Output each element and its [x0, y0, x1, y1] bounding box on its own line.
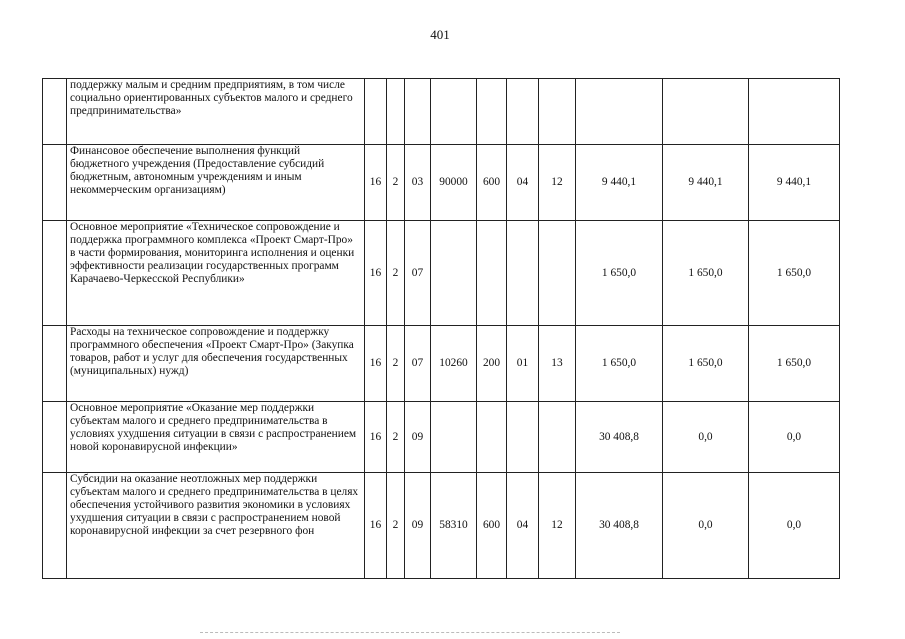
row-index-cell: [43, 221, 67, 326]
amount-cell: [663, 79, 749, 145]
code-cell: [431, 221, 477, 326]
code-cell: [507, 79, 539, 145]
row-name-cell: Финансовое обеспечение выполнения функций бюджетного учреждения (Предоставление субсидий бюджетным, автономным учреждениям и иным некоммерческим организациям): [67, 145, 365, 221]
code-cell: [387, 79, 405, 145]
code-cell: 58310: [431, 473, 477, 579]
code-cell: 10260: [431, 326, 477, 402]
table-row: [43, 402, 840, 473]
amount-cell: 1 650,0: [576, 326, 663, 402]
code-cell: 16: [365, 221, 387, 326]
code-cell: 16: [365, 473, 387, 579]
row-index-cell: [43, 473, 67, 579]
amount-cell: 0,0: [749, 473, 840, 579]
amount-cell: [576, 79, 663, 145]
row-index-cell: [43, 402, 67, 473]
amount-cell: 0,0: [663, 402, 749, 473]
amount-cell: 30 408,8: [576, 402, 663, 473]
amount-cell: 9 440,1: [576, 145, 663, 221]
code-cell: 16: [365, 402, 387, 473]
row-name-cell: Основное мероприятие «Техническое сопровождение и поддержка программного комплекса «Проект Смарт-Про» в части формирования, мониторинга исполнения и оценки эффективности реализации государственных программ Карачаево-Черкесской Республики»: [67, 221, 365, 326]
code-cell: [507, 402, 539, 473]
table-row: [43, 326, 840, 402]
code-cell: [477, 221, 507, 326]
code-cell: 12: [539, 145, 576, 221]
row-index-cell: [43, 79, 67, 145]
row-index-cell: [43, 326, 67, 402]
code-cell: 04: [507, 145, 539, 221]
budget-table: [42, 78, 840, 579]
amount-cell: 9 440,1: [749, 145, 840, 221]
code-cell: [539, 221, 576, 326]
table-row: [43, 473, 840, 579]
amount-cell: 9 440,1: [663, 145, 749, 221]
code-cell: 2: [387, 221, 405, 326]
table-row: [43, 221, 840, 326]
table-row: [43, 79, 840, 145]
code-cell: [431, 402, 477, 473]
row-name-cell: Основное мероприятие «Оказание мер поддержки субъектам малого и среднего предпринимательства в условиях ухудшения ситуации в связи с распространением новой коронавирусной инфекции»: [67, 402, 365, 473]
amount-cell: 1 650,0: [576, 221, 663, 326]
amount-cell: 0,0: [663, 473, 749, 579]
amount-cell: 30 408,8: [576, 473, 663, 579]
code-cell: [477, 79, 507, 145]
code-cell: 90000: [431, 145, 477, 221]
code-cell: [539, 402, 576, 473]
amount-cell: 1 650,0: [663, 326, 749, 402]
row-name-cell: Субсидии на оказание неотложных мер поддержки субъектам малого и среднего предпринимательства в целях обеспечения устойчивого развития экономики в условиях ухудшения ситуации в связи с распространением новой коронавирусной инфекции за счет резервного фон: [67, 473, 365, 579]
code-cell: 13: [539, 326, 576, 402]
code-cell: 04: [507, 473, 539, 579]
code-cell: 03: [405, 145, 431, 221]
row-name-cell: Расходы на техническое сопровождение и поддержку программного обеспечения «Проект Смарт-Про» (Закупка товаров, работ и услуг для обеспечения государственных (муниципальных) нужд): [67, 326, 365, 402]
code-cell: 16: [365, 326, 387, 402]
code-cell: 200: [477, 326, 507, 402]
code-cell: [405, 79, 431, 145]
page-number: 401: [430, 27, 450, 42]
code-cell: 2: [387, 145, 405, 221]
amount-cell: 1 650,0: [749, 221, 840, 326]
amount-cell: 1 650,0: [749, 326, 840, 402]
row-name-cell: поддержку малым и средним предприятиям, в том числе социально ориентированных субъектов малого и среднего предпринимательства»: [67, 79, 365, 145]
code-cell: 2: [387, 326, 405, 402]
page-footer-divider: [200, 632, 620, 634]
code-cell: [431, 79, 477, 145]
code-cell: 12: [539, 473, 576, 579]
code-cell: 07: [405, 326, 431, 402]
code-cell: 09: [405, 473, 431, 579]
code-cell: 09: [405, 402, 431, 473]
code-cell: 07: [405, 221, 431, 326]
row-index-cell: [43, 145, 67, 221]
code-cell: 01: [507, 326, 539, 402]
code-cell: 2: [387, 473, 405, 579]
code-cell: 600: [477, 145, 507, 221]
code-cell: 600: [477, 473, 507, 579]
code-cell: 2: [387, 402, 405, 473]
code-cell: 16: [365, 145, 387, 221]
code-cell: [507, 221, 539, 326]
code-cell: [539, 79, 576, 145]
code-cell: [477, 402, 507, 473]
table-row: [43, 145, 840, 221]
amount-cell: 1 650,0: [663, 221, 749, 326]
code-cell: [365, 79, 387, 145]
amount-cell: 0,0: [749, 402, 840, 473]
amount-cell: [749, 79, 840, 145]
